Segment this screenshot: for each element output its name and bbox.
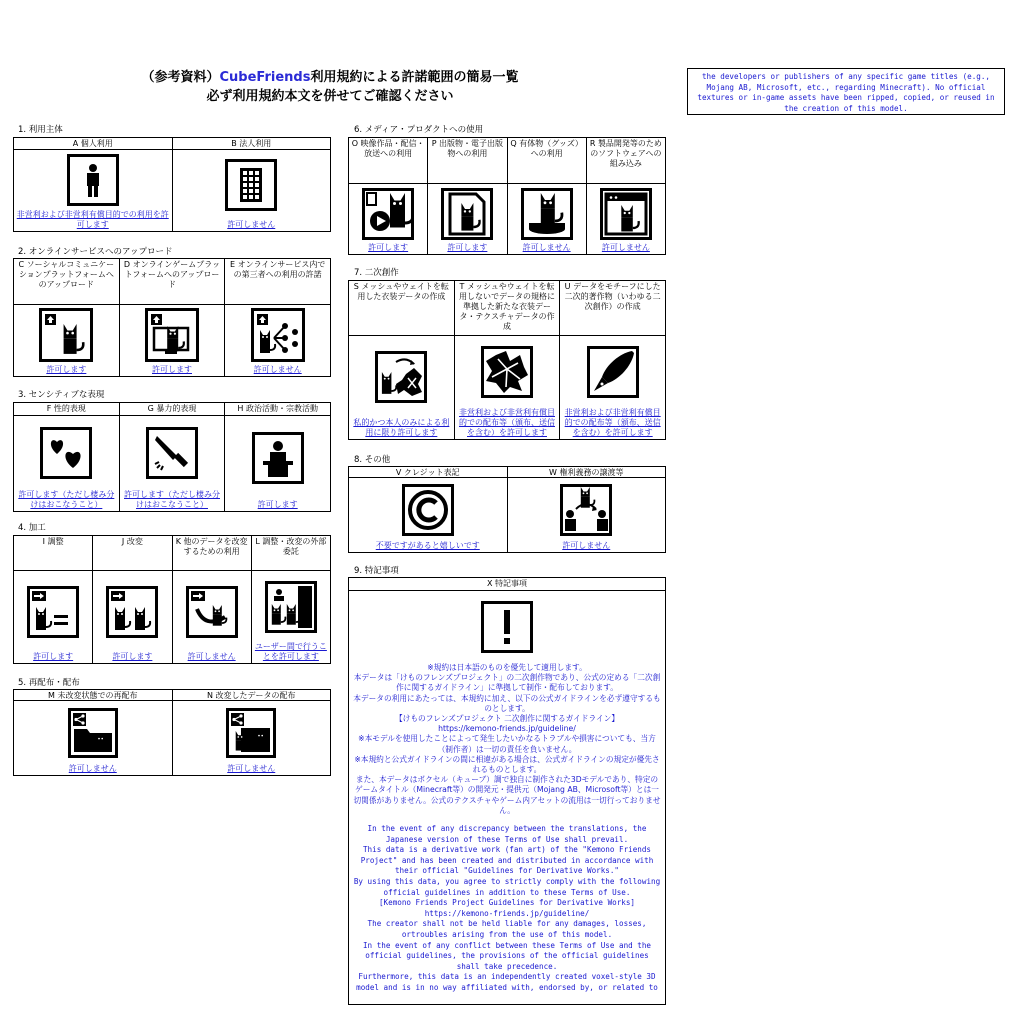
special-note-line: ※本規約と公式ガイドラインの間に相違がある場合は、公式ガイドラインの規定が優先されるものとします。 [354, 754, 660, 775]
special-notes-box [348, 577, 666, 1005]
item-icon-row [349, 336, 454, 418]
item-label: Q 有体物（グッズ）への利用 [508, 138, 586, 184]
item-label: S メッシュやウェイトを転用した衣装データの作成 [349, 281, 454, 336]
modify-icon [106, 586, 158, 638]
item-label: I 調整 [14, 536, 92, 571]
item-answer: 非営利および非営利有償目的での利用を許可します [16, 210, 169, 229]
item-label: K 他のデータを改変するための利用 [173, 536, 251, 571]
item-cell [14, 536, 93, 663]
section-title-s8: 8. その他 [354, 455, 391, 465]
exclamation-icon [481, 601, 533, 653]
item-label: U データをモチーフにした二次的著作物（いわゆる二次創作）の作成 [560, 281, 665, 336]
item-answer: 許可しません [227, 220, 276, 229]
item-label: W 権利義務の譲渡等 [508, 467, 666, 478]
item-icon-row [455, 336, 560, 408]
item-icon-row [349, 478, 507, 541]
item-answer: 許可しません [562, 541, 611, 550]
section-title-s3: 3. センシティブな表現 [18, 390, 105, 400]
section-table-s1 [13, 137, 331, 232]
item-answer: 許可します [447, 243, 488, 252]
section-title-s1: 1. 利用主体 [18, 125, 63, 135]
section-table-s6 [348, 137, 666, 255]
item-label: C ソーシャルコミュニケーションプラットフォームへのアップロード [14, 259, 119, 305]
page-title [120, 68, 540, 106]
item-label: J 改変 [93, 536, 171, 571]
item-answer: 許可しません [601, 243, 650, 252]
video-cat-icon [362, 188, 414, 240]
item-icon-row [120, 305, 225, 365]
building-icon [225, 159, 277, 211]
item-label: N 改変したデータの配布 [173, 690, 331, 701]
section-table-s3 [13, 402, 331, 512]
section-table-s2 [13, 258, 331, 377]
item-cell [173, 536, 252, 663]
item-cell [93, 536, 172, 663]
share-cats-icon [251, 308, 305, 362]
item-cell [349, 281, 455, 439]
item-answer: 許可します（ただし棲み分けはおこなうこと） [124, 490, 220, 509]
item-label: E オンラインサービス内での第三者への利用の許諾 [225, 259, 330, 305]
item-icon-row [173, 701, 331, 764]
item-answer: 許可します [46, 365, 87, 374]
item-icon-row [93, 571, 171, 652]
item-answer: 許可します [33, 652, 74, 661]
share-folder-icon [68, 708, 118, 758]
item-label: F 性的表現 [14, 403, 119, 416]
person-icon [67, 154, 119, 206]
book-cat-icon [441, 188, 493, 240]
item-answer: 許可しません [227, 764, 276, 773]
special-note-line: https://kemono-friends.jp/guideline/ [438, 724, 576, 734]
section-title-s6: 6. メディア・プロダクトへの使用 [354, 125, 484, 135]
item-label: T メッシュやウェイトを転用しないでデータの規格に準拠した新たな衣装データ・テクスチャデータの作成 [455, 281, 560, 336]
special-note-line-en: In the event of any discrepancy between the translations, the Japanese version of these Terms of Use shall prevail. [367, 824, 647, 844]
item-cell [455, 281, 561, 439]
item-cell [173, 138, 331, 231]
item-answer: 許可します [257, 500, 298, 509]
item-cell [120, 259, 226, 376]
section-table-s7 [348, 280, 666, 440]
item-answer: 私的かつ本人のみによる利用に限り許可します [353, 418, 450, 437]
copyright-icon [402, 484, 454, 536]
special-note-line: 本データの利用にあたっては、本規約に加え、以下の公式ガイドラインを必ず遵守するものとします。 [353, 693, 661, 713]
item-icon-row [14, 305, 119, 365]
item-cell [14, 403, 120, 511]
podium-icon [252, 432, 304, 484]
section-table-s4 [13, 535, 331, 664]
hearts-icon [40, 427, 92, 479]
title-brand: CubeFriends [219, 70, 311, 85]
section-title-s7: 7. 二次創作 [354, 268, 399, 278]
item-cell [587, 138, 665, 254]
special-note-line-en: In the event of any conflict between these Terms of Use and the official guidelines, the provisions of the official guidelines shall take precedence. [362, 940, 652, 971]
title-prefix: （参考資料） [141, 70, 220, 85]
special-note-line: 【けものフレンズプロジェクト 二次創作に関するガイドライン】 [394, 714, 620, 724]
section-table-s5 [13, 689, 331, 776]
item-cell [560, 281, 665, 439]
item-icon-row [225, 416, 330, 500]
item-answer: 非営利および非営利有償目的での配布等（頒布、送信を含む）を許可します [459, 408, 555, 437]
item-answer: 許可します（ただし棲み分けはおこなうこと） [18, 490, 115, 509]
item-label: O 映像作品・配信・放送への利用 [349, 138, 427, 184]
special-note-line-en: [Kemono Friends Project Guidelines for Derivative Works] [378, 898, 636, 908]
special-note-line-en: By using this data, you agree to strictly comply with the following official guidelines in addition to these Terms of Use. [353, 877, 661, 897]
item-cell [14, 690, 173, 775]
item-icon-row [587, 184, 665, 243]
use-parts-icon [186, 586, 238, 638]
special-notes-english [349, 824, 665, 994]
item-answer: ユーザー間で行うことを許可します [254, 642, 327, 661]
item-cell [349, 138, 428, 254]
item-cell [120, 403, 226, 511]
item-icon-row [508, 478, 666, 541]
item-answer: 許可します [112, 652, 153, 661]
section-title-s2: 2. オンラインサービスへのアップロード [18, 247, 173, 257]
item-icon-row [14, 571, 92, 652]
item-icon-row [120, 416, 225, 490]
item-cell [225, 403, 330, 511]
item-label: R 製品開発等のためのソフトウェアへの組み込み [587, 138, 665, 184]
item-answer: 許可しません [522, 243, 571, 252]
special-note-line-en: The creator shall not be held liable for any damages, losses, ortroubles arising from the use of this model. [367, 919, 647, 939]
item-answer: 許可しません [68, 764, 117, 773]
special-notes-japanese [349, 663, 665, 816]
transfer-icon [560, 484, 612, 536]
item-label: H 政治活動・宗教活動 [225, 403, 330, 416]
knife-icon [146, 427, 198, 479]
item-label: P 出版物・電子出版物への利用 [428, 138, 506, 184]
costume-cat-icon [375, 351, 427, 403]
section-title-s4: 4. 加工 [18, 523, 46, 533]
item-answer: 許可しません [253, 365, 302, 374]
item-label: D オンラインゲームプラットフォームへのアップロード [120, 259, 225, 305]
special-notes-header: X 特記事項 [349, 578, 665, 591]
item-label: V クレジット表記 [349, 467, 507, 478]
item-label: G 暴力的表現 [120, 403, 225, 416]
item-icon-row [14, 416, 119, 490]
item-icon-row [173, 571, 251, 652]
software-cat-icon [600, 188, 652, 240]
special-note-line-en: This data is a derivative work (fan art) of the "Kemono Friends Project" and has been created and distributed in accordance with their official "Guidelines for Derivative Works." [360, 845, 654, 876]
item-icon-row [173, 150, 331, 220]
section-title-s5: 5. 再配布・配布 [18, 678, 80, 688]
special-notes-icon-row [349, 591, 665, 663]
item-answer: 許可します [152, 365, 192, 374]
item-answer: 許可しません [187, 652, 236, 661]
item-icon-row [14, 150, 172, 210]
title-subline: 必ず利用規約本文を併せてご確認ください [206, 89, 454, 104]
item-cell [14, 259, 120, 376]
item-icon-row [349, 184, 427, 243]
item-cell [428, 138, 507, 254]
item-icon-row [14, 701, 172, 764]
item-label: A 個人利用 [14, 138, 172, 150]
item-icon-row [560, 336, 665, 408]
special-note-line: ※本モデルを使用したことによって発生したいかなるトラブルや損害についても、当方（制作者）は一切の責任を負いません。 [358, 734, 656, 754]
item-cell [508, 138, 587, 254]
item-cell [173, 690, 331, 775]
item-label: M 未改変状態での再配布 [14, 690, 172, 701]
share-modified-icon [226, 708, 276, 758]
disclaimer-note: the developers or publishers of any specific game titles (e.g., Mojang AB, Microsoft, etc., regarding Minecraft). No official textures or in-game assets have been ripped, copied, or reused in the creation of this model. [687, 68, 1005, 115]
section-title-s9: 9. 特記事項 [354, 566, 399, 576]
item-answer: 不要ですがあると嬉しいです [375, 541, 480, 550]
costume-icon [481, 346, 533, 398]
item-icon-row [428, 184, 506, 243]
special-note-line: ※規約は日本語のものを優先して適用します。 [427, 663, 587, 672]
adjust-icon [27, 586, 79, 638]
item-label: B 法人利用 [173, 138, 331, 150]
item-cell [14, 138, 173, 231]
item-icon-row [252, 571, 330, 642]
item-cell [225, 259, 330, 376]
upload-monitor-cat-icon [145, 308, 199, 362]
special-note-line: 本データは「けものフレンズプロジェクト」の二次創作物であり、公式の定める「二次創作に関するガイドライン」に準拠して制作・配布しております。 [353, 673, 661, 693]
title-suffix: 利用規約による許諾範囲の簡易一覧 [310, 70, 519, 85]
item-cell [252, 536, 330, 663]
item-answer: 許可します [368, 243, 409, 252]
special-note-line-en: https://kemono-friends.jp/guideline/ [424, 908, 590, 918]
outsource-icon [265, 581, 317, 633]
item-icon-row [508, 184, 586, 243]
item-label: L 調整・改変の外部委託 [252, 536, 330, 571]
item-cell [508, 467, 666, 552]
item-cell [349, 467, 508, 552]
section-table-s8 [348, 466, 666, 553]
item-answer: 非営利および非営利有償目的での配布等（頒布、送信を含む）を許可します [564, 408, 661, 437]
goods-cat-icon [521, 188, 573, 240]
upload-cat-icon [39, 308, 93, 362]
item-icon-row [225, 305, 330, 365]
pen-icon [587, 346, 639, 398]
special-note-line: また、本データはボクセル（キューブ）調で独自に制作された3Dモデルであり、特定のゲームタイトル（Minecraft等）の開発元・提供元（Mojang AB、Microsoft等）とは一切関係がありません。公式のテクスチャやゲーム内アセットの流用は一切行っておりません。 [353, 775, 661, 815]
special-note-line-en: Furthermore, this data is an independently created voxel-style 3D model and is in no way affiliated with, endorsed by, or related to [356, 972, 658, 992]
